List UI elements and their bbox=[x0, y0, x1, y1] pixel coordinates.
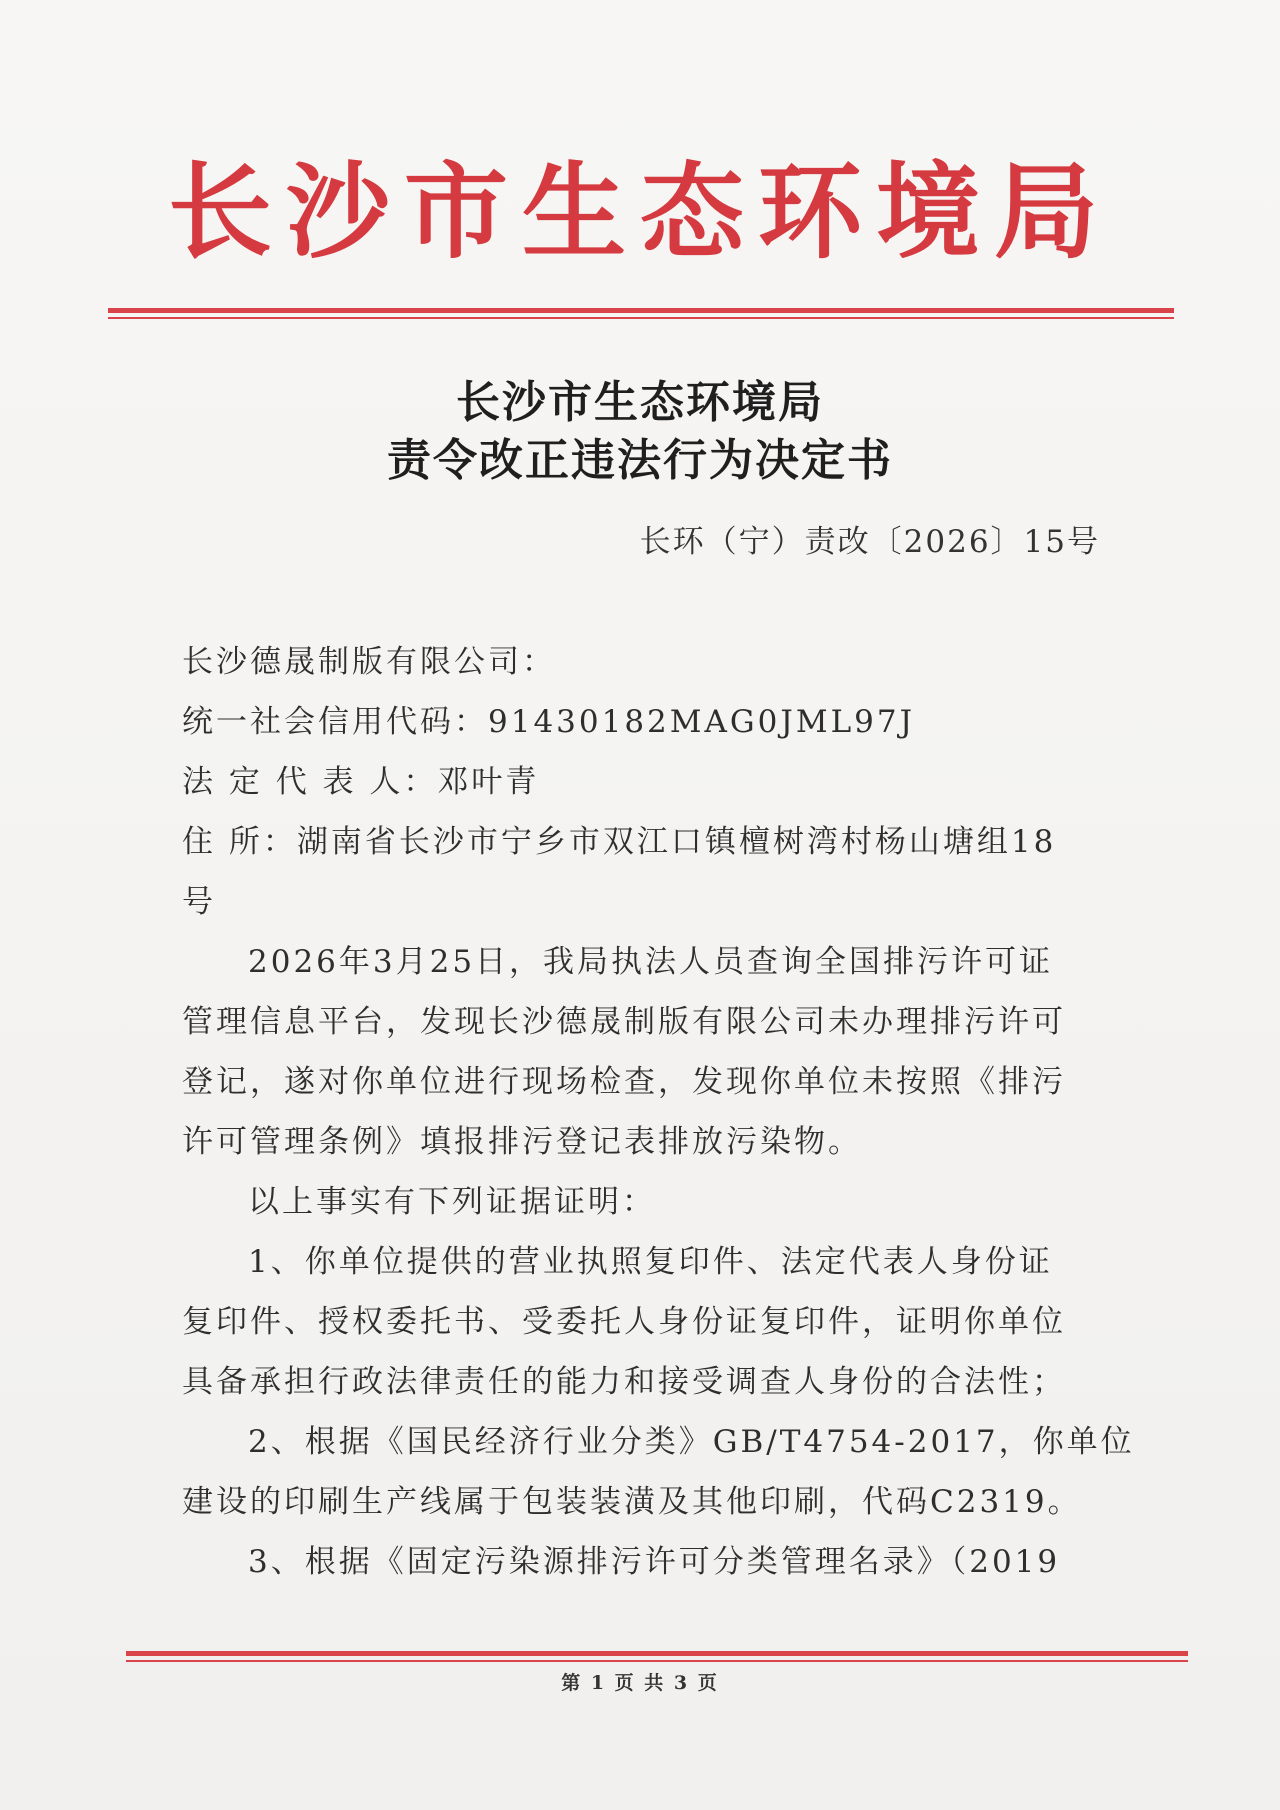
page-number-footer: 第 1 页 共 3 页 bbox=[561, 1672, 719, 1694]
paragraph-line: 复印件、授权委托书、受委托人身份证复印件，证明你单位 bbox=[182, 1304, 1066, 1340]
footer-red-rule bbox=[126, 1651, 1188, 1662]
document-title-line2: 责令改正违法行为决定书 bbox=[387, 435, 893, 486]
red-rule-thin bbox=[126, 1660, 1188, 1662]
paragraph-line: 建设的印刷生产线属于包装装潢及其他印刷，代码C2319。 bbox=[182, 1484, 1082, 1520]
masthead-red-rule bbox=[108, 308, 1174, 319]
paragraph-line: 以上事实有下列证据证明： bbox=[248, 1184, 656, 1220]
paragraph-line: 1、你单位提供的营业执照复印件、法定代表人身份证 bbox=[248, 1244, 1053, 1280]
paragraph-line: 许可管理条例》填报排污登记表排放污染物。 bbox=[182, 1124, 862, 1160]
paragraph-line: 登记，遂对你单位进行现场检查，发现你单位未按照《排污 bbox=[182, 1064, 1066, 1100]
paragraph-line: 3、根据《固定污染源排污许可分类管理名录》（2019 bbox=[248, 1544, 1061, 1580]
document-number: 长环（宁）责改〔2026〕15号 bbox=[639, 524, 1100, 560]
legal-representative: 法 定 代 表 人：邓叶青 bbox=[182, 764, 540, 800]
document-body bbox=[182, 632, 1135, 1592]
paragraph-line: 2026年3月25日，我局执法人员查询全国排污许可证 bbox=[248, 944, 1054, 980]
document-title-line1: 长沙市生态环境局 bbox=[456, 377, 824, 428]
red-rule-thick bbox=[126, 1651, 1188, 1656]
red-rule-thick bbox=[108, 308, 1174, 313]
address-line-cont: 号 bbox=[182, 884, 216, 920]
credit-code: 统一社会信用代码：91430182MAG0JML97J bbox=[182, 704, 916, 740]
recipient-company: 长沙德晟制版有限公司： bbox=[182, 644, 556, 680]
agency-masthead: 长沙市生态环境局 bbox=[167, 150, 1112, 273]
address-line: 住 所：湖南省长沙市宁乡市双江口镇檀树湾村杨山塘组18 bbox=[182, 824, 1057, 860]
red-rule-thin bbox=[108, 317, 1174, 319]
paragraph-line: 2、根据《国民经济行业分类》GB/T4754-2017，你单位 bbox=[248, 1424, 1135, 1460]
paragraph-line: 具备承担行政法律责任的能力和接受调查人身份的合法性； bbox=[182, 1364, 1066, 1400]
paragraph-line: 管理信息平台，发现长沙德晟制版有限公司未办理排污许可 bbox=[182, 1004, 1066, 1040]
